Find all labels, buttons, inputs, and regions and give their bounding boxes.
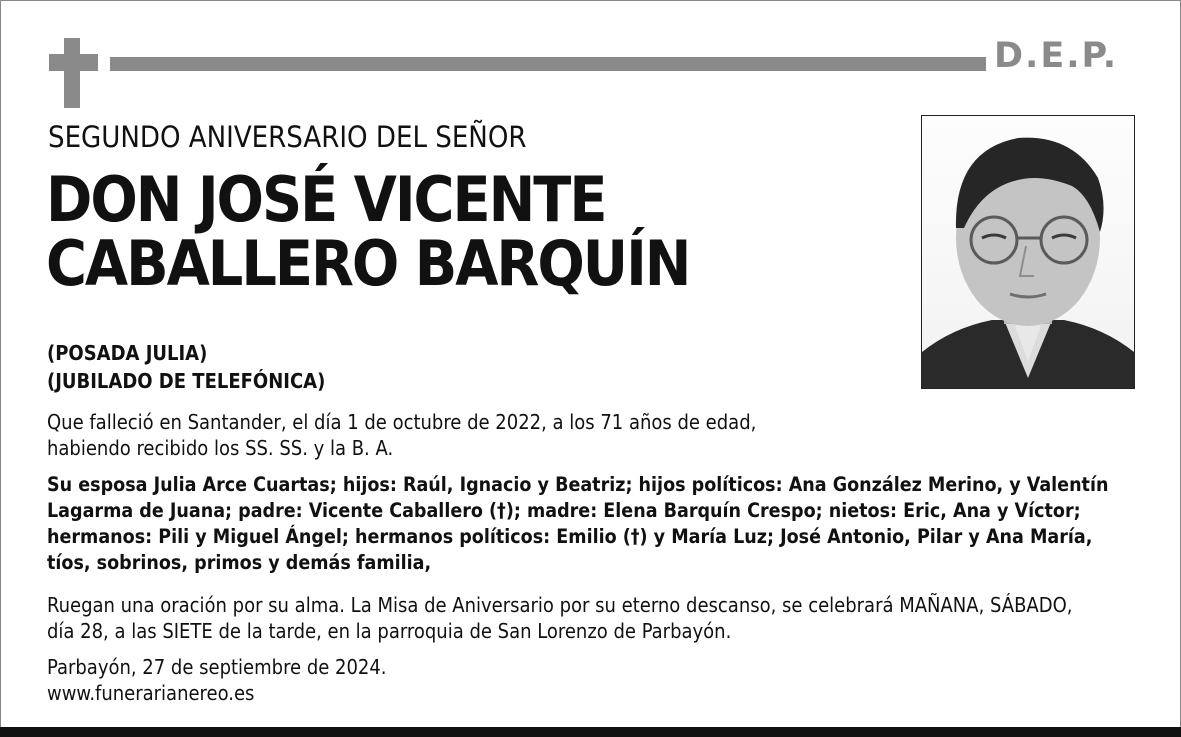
portrait-illustration xyxy=(922,116,1134,388)
death-line-2: habiendo recibido los SS. SS. y la B. A. xyxy=(47,436,394,460)
family-list xyxy=(47,472,1108,576)
mass-line-1: Ruegan una oración por su alma. La Misa de Aniversario por su eterno descanso, se celebrará MAÑANA, SÁBADO, xyxy=(47,593,1073,617)
header-rule xyxy=(110,57,986,71)
death-line-1: Que falleció en Santander, el día 1 de octubre de 2022, a los 71 años de edad, xyxy=(47,410,757,434)
deceased-name xyxy=(46,163,690,300)
cross-icon-bar xyxy=(49,54,98,71)
bottom-rule xyxy=(0,727,1181,737)
family-line-2: Lagarma de Juana; padre: Vicente Caballero (†); madre: Elena Barquín Crespo; nietos: Eric, Ana y Víctor; xyxy=(47,499,1081,522)
anniversary-subtitle: SEGUNDO ANIVERSARIO DEL SEÑOR xyxy=(48,120,527,154)
name-line-2: CABALLERO BARQUÍN xyxy=(46,227,690,300)
family-line-4: tíos, sobrinos, primos y demás familia, xyxy=(47,551,432,574)
portrait-photo xyxy=(921,115,1135,389)
footer-block xyxy=(47,654,387,706)
place-date: Parbayón, 27 de septiembre de 2024. xyxy=(47,655,387,679)
name-line-1: DON JOSÉ VICENTE xyxy=(46,163,606,236)
family-line-1: Su esposa Julia Arce Cuartas; hijos: Raúl, Ignacio y Beatriz; hijos políticos: Ana González Merino, y Valentín xyxy=(47,473,1109,496)
death-details xyxy=(47,409,756,461)
mass-announcement xyxy=(47,592,1072,644)
alias-block xyxy=(47,339,325,395)
website-link[interactable]: www.funerarianereo.es xyxy=(47,681,255,705)
alias-line-1: (POSADA JULIA) xyxy=(47,341,208,365)
cross-icon xyxy=(64,38,80,108)
dep-label: D.E.P. xyxy=(994,36,1119,76)
family-line-3: hermanos: Pili y Miguel Ángel; hermanos políticos: Emilio (†) y María Luz; José Antonio, Pilar y Ana María, xyxy=(47,525,1093,548)
mass-line-2: día 28, a las SIETE de la tarde, en la parroquia de San Lorenzo de Parbayón. xyxy=(47,619,732,643)
alias-line-2: (JUBILADO DE TELEFÓNICA) xyxy=(47,369,326,393)
